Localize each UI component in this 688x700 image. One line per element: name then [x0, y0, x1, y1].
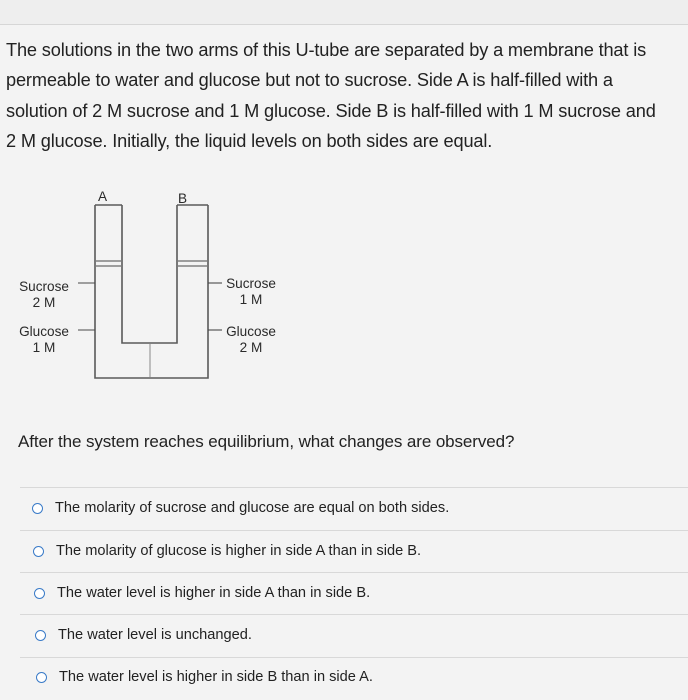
- side-b-glucose-annotation: [219, 324, 283, 356]
- question-text: [6, 35, 686, 157]
- side-a-glucose-conc: 1 M: [32, 340, 56, 355]
- answer-option-label: The molarity of glucose is higher in side A than in side B.: [56, 543, 422, 559]
- arm-b-label: B: [178, 191, 188, 206]
- side-a-sucrose-annotation: [12, 279, 76, 311]
- answer-option-label: The water level is higher in side A than in side B.: [57, 585, 371, 601]
- side-b-glucose-label: Glucose: [226, 324, 276, 339]
- question-line: solution of 2 M sucrose and 1 M glucose. Side B is half-filled with 1 M sucrose and: [6, 100, 656, 121]
- side-a-sucrose-label: Sucrose: [19, 279, 69, 294]
- question-line: The solutions in the two arms of this U-tube are separated by a membrane that is: [6, 40, 647, 60]
- answer-option-label: The water level is unchanged.: [58, 627, 252, 643]
- answer-option-4[interactable]: [0, 615, 688, 655]
- answer-option-2[interactable]: [0, 531, 688, 571]
- radio-icon[interactable]: [35, 630, 46, 641]
- radio-icon[interactable]: [32, 503, 43, 514]
- question-line: 2 M glucose. Initially, the liquid levels on both sides are equal.: [6, 131, 493, 152]
- side-b-sucrose-annotation: [219, 276, 283, 308]
- side-a-glucose-label: Glucose: [19, 324, 69, 339]
- side-b-sucrose-label: Sucrose: [226, 276, 276, 291]
- answer-option-label: The water level is higher in side B than in side A.: [59, 669, 373, 685]
- answer-option-label: The molarity of sucrose and glucose are equal on both sides.: [55, 500, 450, 516]
- radio-icon[interactable]: [36, 672, 47, 683]
- side-a-glucose-annotation: [12, 324, 76, 356]
- top-divider: [0, 24, 688, 25]
- side-b-glucose-conc: 2 M: [239, 340, 263, 355]
- question-prompt: After the system reaches equilibrium, what changes are observed?: [18, 432, 515, 451]
- side-b-sucrose-conc: 1 M: [239, 292, 263, 307]
- arm-a-label: A: [98, 189, 108, 204]
- answer-option-5[interactable]: [0, 657, 688, 697]
- u-tube-diagram: [0, 185, 300, 385]
- question-line: permeable to water and glucose but not to sucrose. Side A is half-filled with a: [6, 70, 613, 91]
- radio-icon[interactable]: [34, 588, 45, 599]
- top-band: [0, 0, 688, 24]
- answer-option-3[interactable]: [0, 573, 688, 613]
- radio-icon[interactable]: [33, 546, 44, 557]
- u-tube-outer: [95, 205, 208, 378]
- side-a-sucrose-conc: 2 M: [32, 295, 56, 310]
- answer-option-1[interactable]: [0, 488, 688, 528]
- u-tube-inner: [122, 205, 177, 343]
